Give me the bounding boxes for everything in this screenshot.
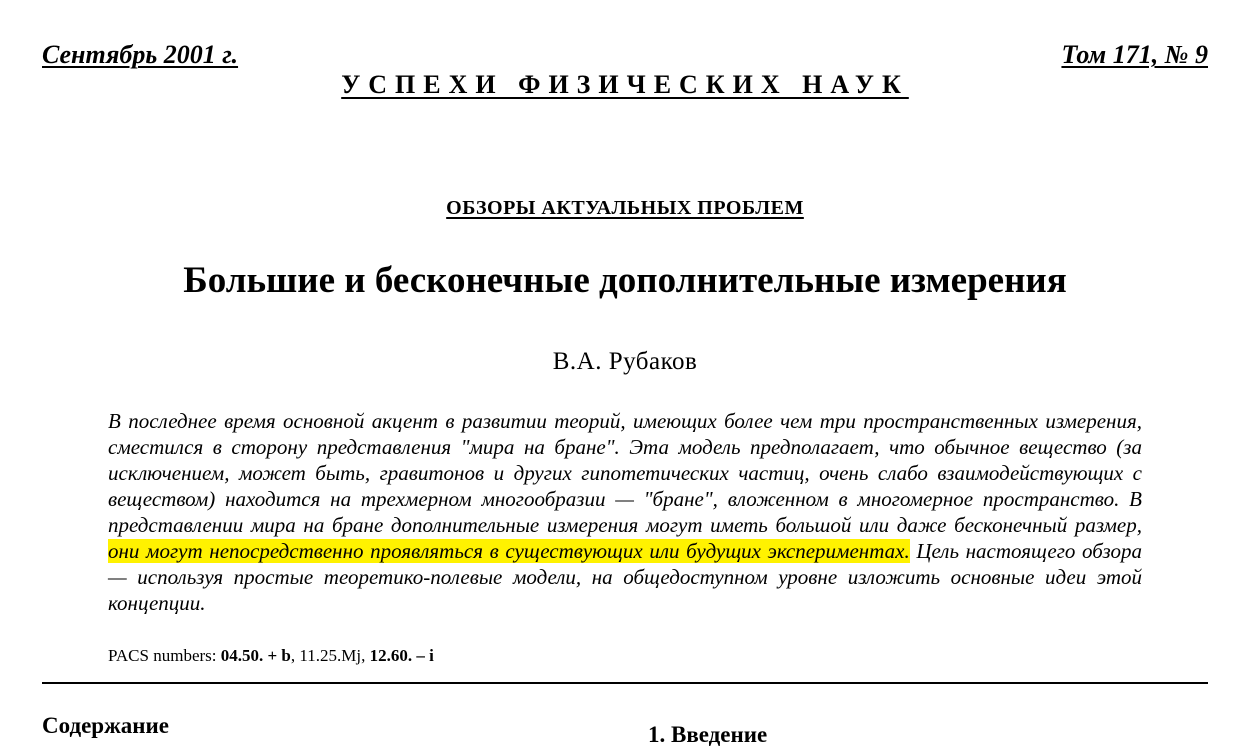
- pacs-label: PACS numbers:: [108, 646, 221, 665]
- journal-name: УСПЕХИ ФИЗИЧЕСКИХ НАУК: [341, 70, 909, 99]
- pacs-code: 12.60. – i: [369, 646, 434, 665]
- contents-heading: Содержание: [42, 713, 169, 738]
- highlighted-text: они могут непосредственно проявляться в существующих или будущих экспериментах.: [108, 539, 910, 563]
- abstract-text-start: В последнее время основной акцент в развитии теорий, имеющих более чем три пространственных измерения, сместился в сторону представления "мира на бране". Эта модель предполагает, что обычное вещество (за исключением, может быть, гравитонов и других гипотетических частиц, очень слабо взаимодействующих с веществом) находится на трехмерном многообразии — "бране", вложенном в многомерное пространство. В представлении мира на бране дополнительные измерения могут иметь большой или даже бесконечный размер,: [108, 409, 1142, 537]
- section-heading-introduction: 1. Введение: [648, 722, 768, 747]
- abstract-text-end: Цель настоящего обзора — используя простые теоретико-полевые модели, на общедоступном уровне изложить основные идеи этой концепции.: [108, 539, 1142, 615]
- abstract-paragraph: [108, 408, 1142, 616]
- pacs-numbers: [108, 646, 434, 666]
- pacs-code: 04.50. + b: [220, 646, 291, 665]
- article-title: Большие и бесконечные дополнительные измерения: [183, 260, 1067, 301]
- horizontal-divider: [42, 682, 1208, 684]
- section-label: ОБЗОРЫ АКТУАЛЬНЫХ ПРОБЛЕМ: [446, 197, 804, 219]
- pacs-separator: , 11.25.Mj,: [290, 646, 370, 665]
- issue-date: Сентябрь 2001 г.: [42, 40, 239, 69]
- author-name: В.А. Рубаков: [552, 348, 698, 375]
- volume-number: Том 171, № 9: [1061, 40, 1208, 69]
